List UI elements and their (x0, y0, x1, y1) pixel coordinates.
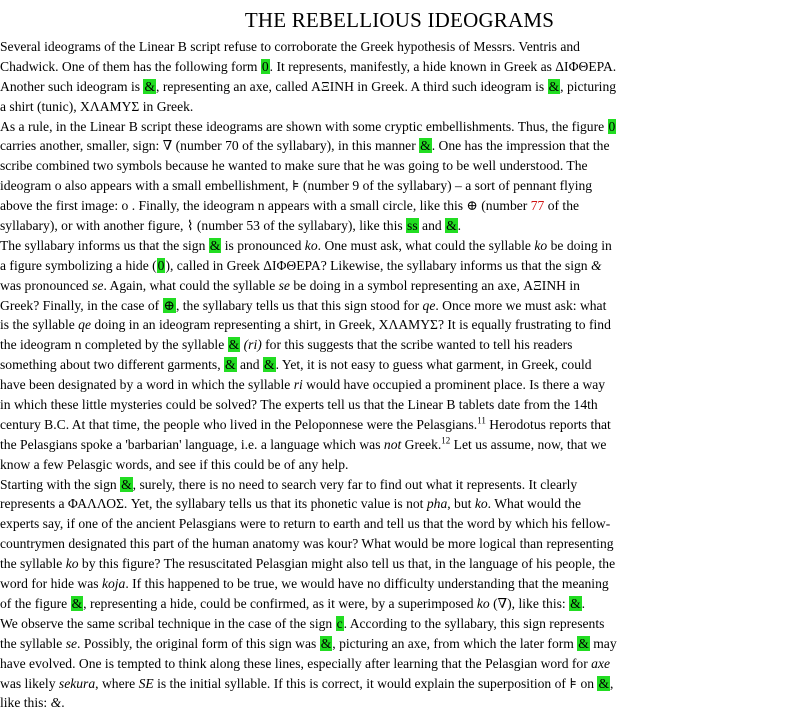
text-line (0, 276, 792, 296)
text-run: is the syllable (0, 317, 79, 333)
text-run: a figure symbolizing a hide ( (0, 257, 157, 273)
highlighted-ideogram: & (264, 357, 275, 373)
text-run: , picturing (560, 78, 617, 94)
text-line (0, 176, 792, 196)
text-line (0, 654, 792, 674)
text-run: the Pelasgians spoke a 'barbarian' language, i.e. a language which was (0, 436, 384, 452)
text-line (0, 534, 792, 554)
text-run: have evolved. One is tempted to think along these lines, especially after learning that the Pelasgian word for (0, 655, 592, 671)
text-run: (∇), like this: (489, 595, 570, 611)
text-run: by this figure? The resuscitated Pelasgian might also tell us that, in the language of his people, the (78, 556, 616, 572)
text-run: ), called in Greek ΔΙΦΘΕΡΑ? Likewise, the syllabary informs us that the sign (165, 257, 591, 273)
text-run: As a rule, in the Linear B script these ideograms are shown with some cryptic embellishments. Thus, the figure (0, 118, 608, 134)
highlighted-ideogram: & (121, 476, 132, 492)
text-run: is pronounced (221, 237, 305, 253)
text-run: Another such ideogram is (0, 78, 144, 94)
italic-text: koja (101, 576, 126, 592)
text-line (0, 216, 792, 236)
footnote-ref: 12 (441, 435, 451, 446)
highlighted-ideogram: & (598, 675, 610, 691)
highlighted-ideogram: & (144, 78, 156, 94)
text-line (0, 57, 792, 77)
italic-text: ko (474, 496, 488, 512)
text-run: Starting with the sign (0, 476, 121, 492)
text-line (0, 435, 792, 455)
text-run: a shirt (tunic), ΧΛΑΜΥΣ in Greek. (0, 98, 194, 114)
text-run: the syllable (0, 556, 66, 572)
text-line (0, 156, 792, 176)
text-run: countrymen designated this part of the human anatomy was kour? What would be more logical than representing (0, 536, 614, 552)
text-run: , representing an axe, called ΑΞΙΝΗ in Greek. A third such ideogram is (156, 78, 548, 94)
text-line (0, 375, 792, 395)
italic-text: & (591, 257, 602, 273)
text-run: above the first image: o . Finally, the ideogram n appears with a small circle, like this ⊕ (number (0, 198, 531, 214)
text-run: . One must ask, what could the syllable (317, 237, 535, 253)
text-run: syllabary), or with another figure, ⌇ (number 53 of the syllabary), like this (0, 218, 407, 234)
highlighted-ideogram: & (548, 78, 560, 94)
text-line (0, 574, 792, 594)
text-line (0, 97, 792, 117)
text-run: doing in an ideogram representing a shirt, in Greek, ΧΛΑΜΥΣ? It is equally frustrating to find (91, 317, 611, 333)
text-run: word for hide was (0, 576, 102, 592)
highlighted-ideogram: 0 (608, 118, 616, 134)
text-run: , surely, there is no need to search very far to find out what it represents. It clearly (132, 476, 578, 492)
text-run: . It represents, manifestly, a hide known in Greek as ΔΙΦΘΕΡΑ. (269, 58, 617, 74)
text-run: of the figure (0, 595, 71, 611)
highlighted-ideogram: c (336, 615, 343, 631)
text-run: like this: (0, 695, 51, 711)
text-run: We observe the same scribal technique in the case of the sign (0, 615, 336, 631)
text-run: the ideogram n completed by the syllable (0, 337, 228, 353)
text-line (0, 395, 792, 415)
text-run: of the (544, 198, 580, 214)
italic-text: qe (422, 297, 436, 313)
text-run: . One has the impression that the (431, 138, 610, 154)
italic-text: ko (534, 237, 548, 253)
text-line (0, 634, 792, 654)
text-run: was likely (0, 675, 59, 691)
italic-text: ri (293, 377, 303, 393)
text-run: be doing in (547, 237, 612, 253)
highlighted-ideogram: & (225, 357, 236, 373)
text-run: would have occupied a prominent place. Is there a way (302, 377, 606, 393)
text-line (0, 77, 792, 97)
text-line (0, 256, 792, 276)
text-run: carries another, smaller, sign: ∇ (number 70 of the syllabary), in this manner (0, 138, 420, 154)
text-line (0, 554, 792, 574)
highlighted-ideogram: & (71, 595, 83, 611)
text-line (0, 455, 792, 475)
text-line (0, 296, 792, 316)
italic-text: ko (304, 237, 318, 253)
text-run: century B.C. At that time, the people who lived in the Peloponnese were the Pelasgians. (0, 416, 478, 432)
text-run: for this suggests that the scribe wanted to tell his readers (261, 337, 573, 353)
text-line (0, 335, 792, 355)
text-run: . What would the (487, 496, 582, 512)
text-run: may (589, 635, 617, 651)
text-line (0, 614, 792, 634)
highlighted-ideogram: 0 (157, 257, 165, 273)
text-line (0, 315, 792, 335)
text-line (0, 415, 792, 435)
italic-text: se (278, 277, 290, 293)
text-run: , picturing an axe, from which the later form (332, 635, 578, 651)
text-run: and (236, 357, 264, 373)
text-run: , the syllabary tells us that this sign stood for (175, 297, 423, 313)
text-line (0, 514, 792, 534)
text-run: , where (95, 675, 139, 691)
italic-text: ko (476, 595, 490, 611)
text-run: . According to the syllabary, this sign represents (343, 615, 605, 631)
red-number: 77 (530, 198, 545, 214)
text-line (0, 136, 792, 156)
text-line (0, 674, 792, 694)
text-run: scribe combined two symbols because he wanted to make sure that he was going to be well understood. The (0, 158, 588, 174)
italic-text: SE (138, 675, 154, 691)
text-run: . If this happened to be true, we would have no difficulty understanding that the meaning (125, 576, 609, 592)
highlighted-ideogram: & (570, 595, 581, 611)
text-run: and (418, 218, 446, 234)
text-run: ideogram o also appears with a small embellishment, ⊧ (number 9 of the syllabary) – a sort of pennant flying (0, 178, 593, 194)
highlighted-ideogram: & (420, 138, 431, 154)
text-run: be doing in a symbol representing an axe, ΑΞΙΝΗ in (289, 277, 580, 293)
italic-text: pha (426, 496, 448, 512)
text-run: . (457, 218, 462, 234)
highlighted-ideogram: ⊕ (163, 297, 175, 313)
footnote-ref: 11 (477, 415, 486, 426)
text-run: , (610, 675, 614, 691)
italic-text: qe (78, 317, 91, 333)
text-run: The syllabary informs us that the sign (0, 237, 209, 253)
italic-text: ko (65, 556, 79, 572)
highlighted-ideogram: & (320, 635, 332, 651)
text-line (0, 37, 792, 57)
text-run: Chadwick. One of them has the following form (0, 58, 261, 74)
text-run: Let us assume, now, that we (450, 436, 607, 452)
text-run: Several ideograms of the Linear B script refuse to corroborate the Greek hypothesis of Messrs. Ventris and (0, 39, 580, 54)
text-run: in which these little mysteries could be solved? The experts tell us that the Linear B tablets date from the 14th (0, 397, 598, 413)
text-run: , but (447, 496, 475, 512)
text-run: Herodotus reports that (485, 416, 611, 432)
text-run: , representing a hide, could be confirmed, as it were, by a superimposed (83, 595, 477, 611)
document-body (0, 37, 792, 713)
text-line (0, 475, 792, 495)
highlighted-ideogram: & (209, 237, 221, 253)
text-line (0, 236, 792, 256)
text-run: Greek. (401, 436, 442, 452)
highlighted-ideogram: 0 (261, 58, 269, 74)
italic-text: se (65, 635, 78, 651)
highlighted-ideogram: & (578, 635, 589, 651)
text-line (0, 594, 792, 614)
text-run: Greek? Finally, in the case of (0, 297, 163, 313)
highlighted-ideogram: & (446, 218, 457, 234)
document-title: THE REBELLIOUS IDEOGRAMS (244, 8, 555, 32)
text-run: . Once more we must ask: what (435, 297, 607, 313)
text-run: something about two different garments, (0, 357, 224, 373)
highlighted-ideogram: ss (407, 218, 418, 234)
text-run: the syllable (0, 635, 66, 651)
text-run: experts say, if one of the ancient Pelasgians were to return to earth and tell us that the word by which his fellow- (0, 516, 611, 532)
text-run: . Possibly, the original form of this sign was (77, 635, 320, 651)
text-run: . (581, 595, 586, 611)
italic-text: sekura (58, 675, 96, 691)
text-run: . Again, what could the syllable (103, 277, 279, 293)
text-line (0, 196, 792, 216)
italic-text: se (92, 277, 104, 293)
text-line (0, 355, 792, 375)
text-run: was pronounced (0, 277, 93, 293)
text-run: is the initial syllable. If this is correct, it would explain the superposition of ⊧ on (153, 675, 598, 691)
italic-text: & (50, 695, 62, 711)
text-run: . (61, 695, 65, 711)
italic-text: (ri) (243, 337, 262, 353)
text-run: have been designated by a word in which the syllable (0, 377, 294, 393)
italic-text: not (383, 436, 402, 452)
text-line (0, 117, 792, 137)
italic-text: axe (591, 655, 611, 671)
highlighted-ideogram: & (228, 337, 240, 353)
text-line (0, 494, 792, 514)
text-run: . Yet, it is not easy to guess what garment, in Greek, could (275, 357, 592, 373)
text-line (0, 693, 792, 713)
text-run: represents a ΦΑΛΛΟΣ. Yet, the syllabary tells us that its phonetic value is not (0, 496, 427, 512)
text-run: know a few Pelasgic words, and see if this could be of any help. (0, 456, 349, 472)
